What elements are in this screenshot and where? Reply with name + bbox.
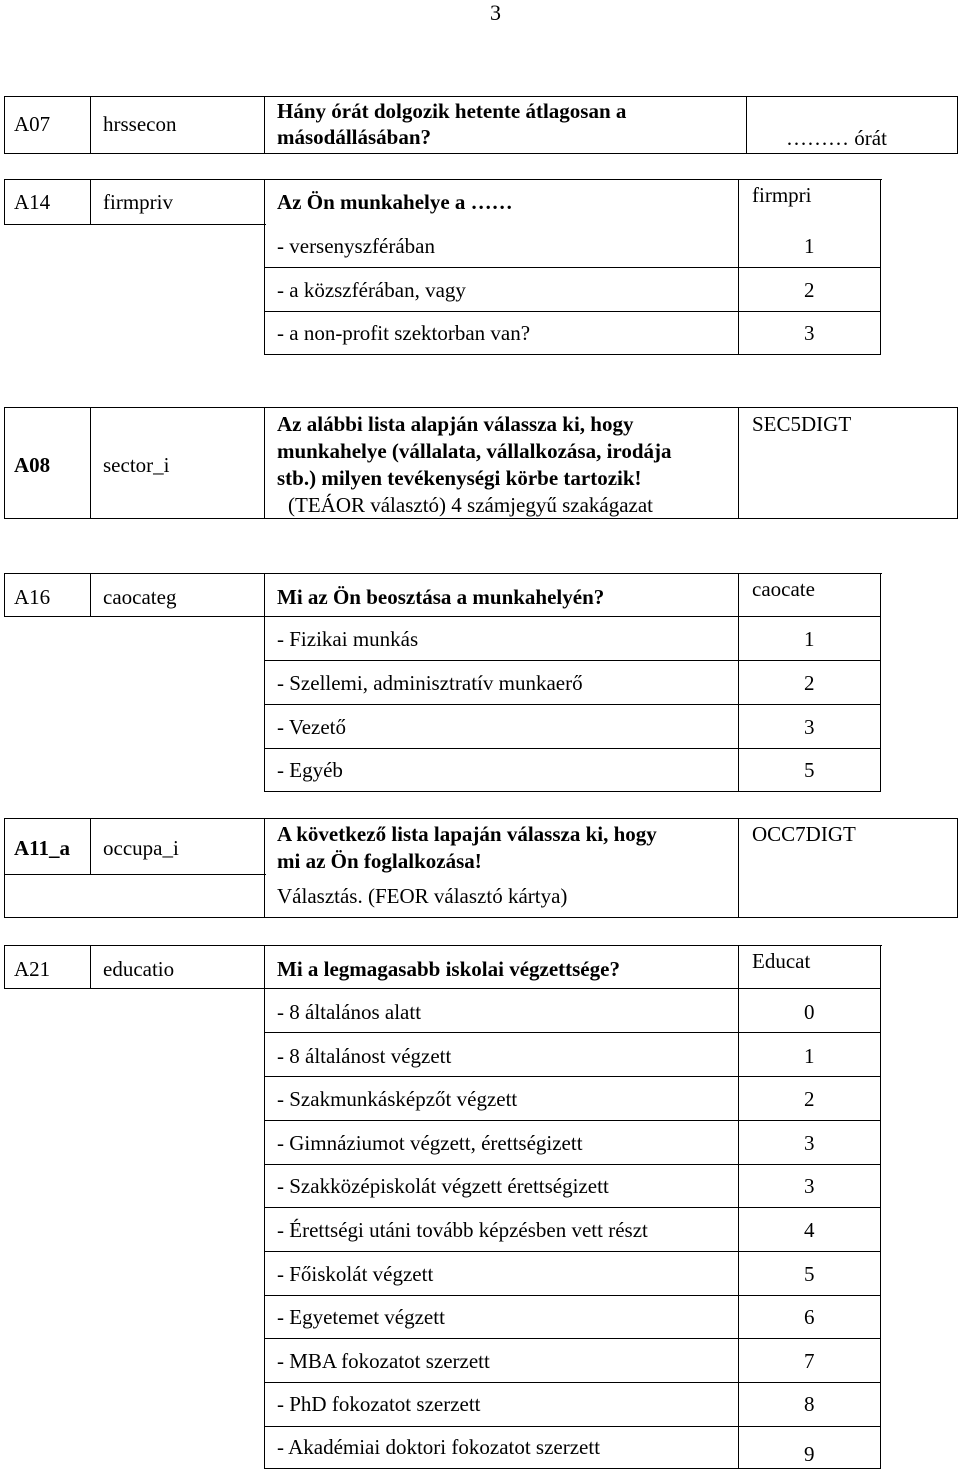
a16-option-value[interactable]: 3 bbox=[804, 715, 815, 739]
a14-code: A14 bbox=[14, 190, 51, 214]
a08-question-line2: munkahelye (vállalata, vállalkozása, irodája bbox=[277, 439, 672, 463]
a11a-variable: occupa_i bbox=[103, 836, 179, 860]
a14-question: Az Ön munkahelye a …… bbox=[277, 190, 513, 214]
a21-option-value[interactable]: 7 bbox=[804, 1349, 815, 1373]
a14-option-label: - a non-profit szektorban van? bbox=[277, 321, 531, 345]
a21-option-label: - Szakközépiskolát végzett érettségizett bbox=[277, 1174, 609, 1198]
a11a-question-line2: mi az Ön foglalkozása! bbox=[277, 849, 482, 873]
a16-option-label: - Egyéb bbox=[277, 758, 343, 782]
a21-option-label: - Akadémiai doktori fokozatot szerzett bbox=[277, 1435, 601, 1459]
a14-option-value[interactable]: 3 bbox=[804, 321, 815, 345]
a07-code: A07 bbox=[14, 112, 51, 136]
a11a-question-line1: A következő lista lapaján válassza ki, hogy bbox=[277, 822, 657, 846]
a16-option-value[interactable]: 5 bbox=[804, 758, 815, 782]
a21-option-value[interactable]: 3 bbox=[804, 1131, 815, 1155]
a21-option-label: - Érettségi utáni tovább képzésben vett részt bbox=[277, 1218, 648, 1242]
a16-question: Mi az Ön beosztása a munkahelyén? bbox=[277, 585, 605, 609]
a21-option-label: - Főiskolát végzett bbox=[277, 1262, 434, 1286]
a21-option-label: - 8 általános alatt bbox=[277, 1000, 422, 1024]
a21-option-label: - Egyetemet végzett bbox=[277, 1305, 445, 1329]
a21-option-value[interactable]: 8 bbox=[804, 1392, 815, 1416]
a16-option-label: - Fizikai munkás bbox=[277, 627, 419, 651]
a07-question-line2: másodállásában? bbox=[277, 125, 432, 149]
a21-option-value[interactable]: 9 bbox=[804, 1442, 815, 1466]
a11a-code: A11_a bbox=[14, 836, 71, 860]
a21-code-box: Educat bbox=[752, 949, 811, 973]
a11a-note: Választás. (FEOR választó kártya) bbox=[277, 884, 568, 908]
a08-question-line3: stb.) milyen tevékenységi körbe tartozik! bbox=[277, 466, 642, 490]
a08-code-box: SEC5DIGT bbox=[752, 412, 852, 436]
a08-note: (TEÁOR választó) 4 számjegyű szakágazat bbox=[288, 493, 654, 517]
a16-code-box: caocate bbox=[752, 577, 815, 601]
a11a-code-box: OCC7DIGT bbox=[752, 822, 856, 846]
a07-question-line1: Hány órát dolgozik hetente átlagosan a bbox=[277, 99, 627, 123]
a21-option-label: - MBA fokozatot szerzett bbox=[277, 1349, 490, 1373]
a21-variable: educatio bbox=[103, 957, 175, 981]
a07-variable: hrssecon bbox=[103, 112, 177, 136]
a21-option-value[interactable]: 4 bbox=[804, 1218, 815, 1242]
a16-option-label: - Szellemi, adminisztratív munkaerő bbox=[277, 671, 583, 695]
a16-variable: caocateg bbox=[103, 585, 177, 609]
a21-option-label: - Szakmunkásképzőt végzett bbox=[277, 1087, 518, 1111]
a21-option-label: - Gimnáziumot végzett, érettségizett bbox=[277, 1131, 583, 1155]
a07-answer-field[interactable]: ……… órát bbox=[786, 126, 887, 150]
a21-option-label: - 8 általánost végzett bbox=[277, 1044, 452, 1068]
a21-option-value[interactable]: 5 bbox=[804, 1262, 815, 1286]
a08-question-line1: Az alábbi lista alapján válassza ki, hogy bbox=[277, 412, 634, 436]
a21-option-label: - PhD fokozatot szerzett bbox=[277, 1392, 481, 1416]
a21-option-value[interactable]: 2 bbox=[804, 1087, 815, 1111]
a16-option-value[interactable]: 1 bbox=[804, 627, 815, 651]
a14-option-label: - a közszférában, vagy bbox=[277, 278, 466, 302]
a16-option-value[interactable]: 2 bbox=[804, 671, 815, 695]
a16-code: A16 bbox=[14, 585, 51, 609]
page-number: 3 bbox=[490, 0, 501, 25]
a21-option-value[interactable]: 0 bbox=[804, 1000, 815, 1024]
a21-question: Mi a legmagasabb iskolai végzettsége? bbox=[277, 957, 620, 981]
a21-code: A21 bbox=[14, 957, 51, 981]
a14-option-value[interactable]: 1 bbox=[804, 234, 815, 258]
a21-option-value[interactable]: 6 bbox=[804, 1305, 815, 1329]
a14-code-box: firmpri bbox=[752, 183, 812, 207]
a08-variable: sector_i bbox=[103, 453, 170, 477]
a14-option-value[interactable]: 2 bbox=[804, 278, 815, 302]
a14-option-label: - versenyszférában bbox=[277, 234, 435, 258]
a08-code: A08 bbox=[14, 453, 51, 477]
a21-option-value[interactable]: 3 bbox=[804, 1174, 815, 1198]
a14-variable: firmpriv bbox=[103, 190, 173, 214]
a21-option-value[interactable]: 1 bbox=[804, 1044, 815, 1068]
a16-option-label: - Vezető bbox=[277, 715, 346, 739]
